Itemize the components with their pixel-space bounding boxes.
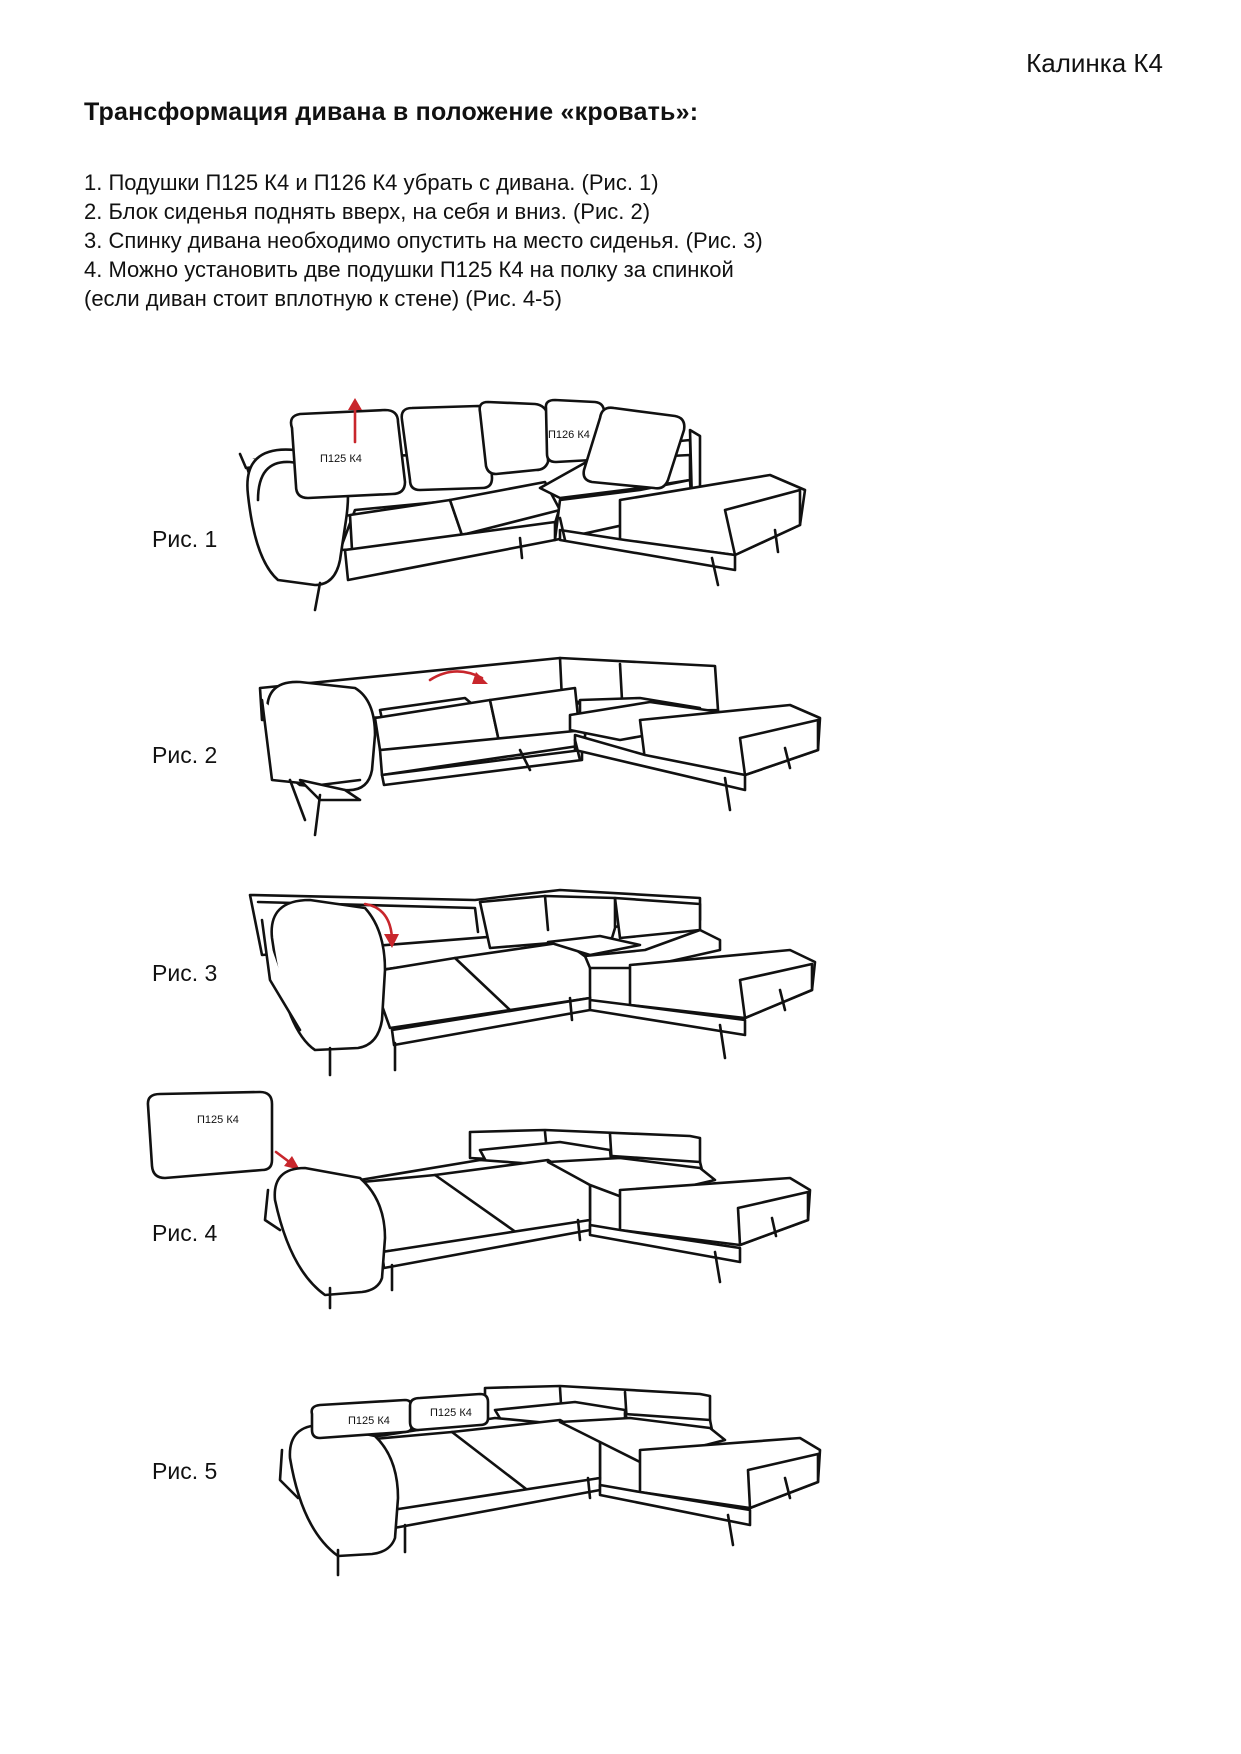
figure-2-label: Рис. 2 bbox=[152, 742, 218, 768]
sofa-body bbox=[260, 658, 820, 800]
figure-5-label: Рис. 5 bbox=[152, 1458, 218, 1484]
sofa-body bbox=[250, 890, 815, 1050]
cushion-corner bbox=[584, 408, 685, 489]
shelf-cushion-p125-b bbox=[410, 1394, 488, 1430]
figure-5-illustration bbox=[0, 1370, 1241, 1600]
shelf-cushion-p125-a bbox=[312, 1400, 412, 1438]
cushion-tag-p125: П125 К4 bbox=[197, 1114, 239, 1126]
instruction-step: 3. Спинку дивана необходимо опустить на место сиденья. (Рис. 3) bbox=[84, 228, 763, 253]
instruction-list bbox=[84, 168, 763, 313]
cushion-tag-p125: П125 К4 bbox=[348, 1415, 390, 1427]
instruction-step-continued: (если диван стоит вплотную к стене) (Рис. 4-5) bbox=[84, 286, 562, 311]
figure-4-label: Рис. 4 bbox=[152, 1220, 218, 1246]
figure-1-label: Рис. 1 bbox=[152, 526, 218, 552]
instruction-step: 1. Подушки П125 К4 и П126 К4 убрать с дивана. (Рис. 1) bbox=[84, 170, 659, 195]
figure-3-label: Рис. 3 bbox=[152, 960, 218, 986]
cushion-mid bbox=[480, 402, 548, 474]
figure-3-illustration bbox=[0, 860, 1241, 1080]
page-title: Трансформация дивана в положение «кровать»: bbox=[84, 98, 699, 126]
cushion-tag-p125: П125 К4 bbox=[320, 453, 362, 465]
model-label: Калинка К4 bbox=[1026, 48, 1163, 78]
figure-4-illustration bbox=[0, 1090, 1241, 1320]
cushion-p125 bbox=[291, 410, 405, 498]
move-pillow-arrow-icon bbox=[276, 1152, 300, 1170]
cushion-tag-p126: П126 К4 bbox=[548, 429, 590, 441]
figure-2-illustration bbox=[0, 640, 1241, 860]
figure-1-illustration bbox=[0, 390, 1241, 630]
instruction-step: 2. Блок сиденья поднять вверх, на себя и вниз. (Рис. 2) bbox=[84, 199, 651, 224]
cushion-tag-p125: П125 К4 bbox=[430, 1407, 472, 1419]
loose-cushion-p125 bbox=[148, 1092, 272, 1178]
instruction-step: 4. Можно установить две подушки П125 К4 на полку за спинкой bbox=[84, 257, 734, 282]
cushion-center bbox=[402, 406, 492, 490]
sofa-body bbox=[265, 1130, 810, 1295]
